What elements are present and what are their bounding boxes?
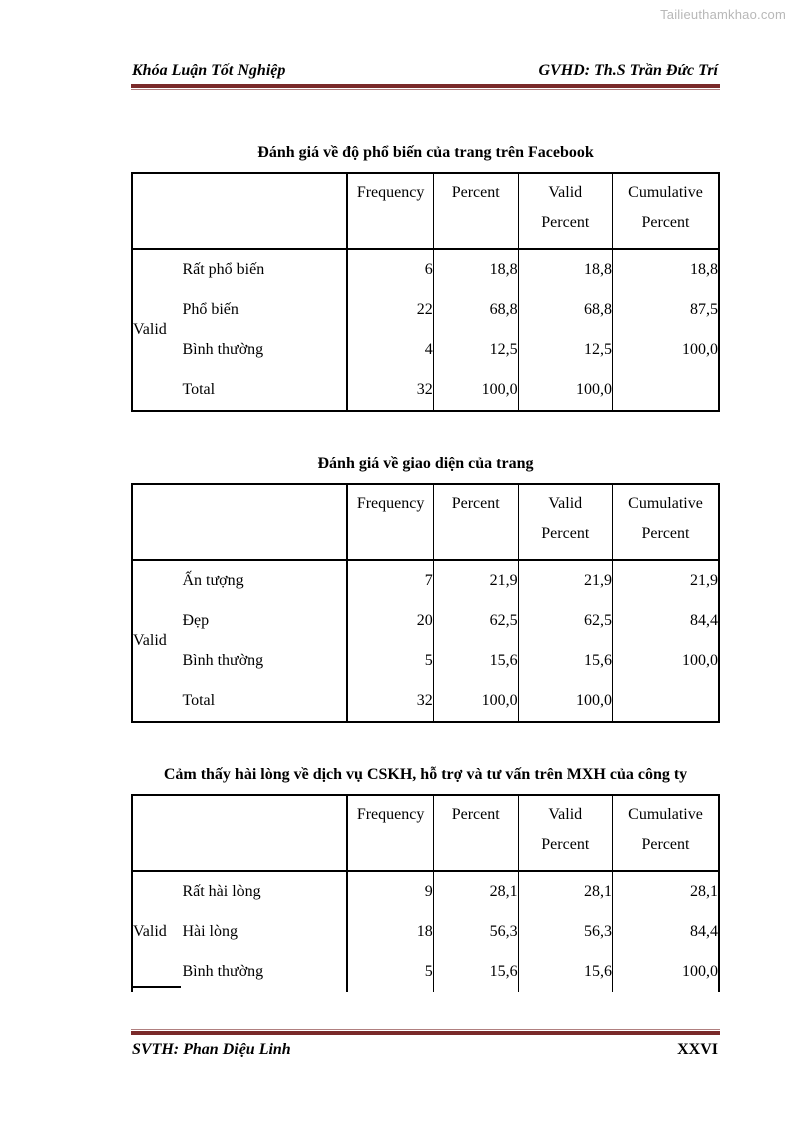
col-frequency: Frequency xyxy=(347,173,433,249)
header-left: Khóa Luận Tốt Nghiệp xyxy=(132,62,286,79)
col-valid-percent: Valid Percent xyxy=(518,173,612,249)
cell-percent: 100,0 xyxy=(433,370,518,411)
row-label: Bình thường xyxy=(182,641,347,681)
cell-valid-percent: 56,3 xyxy=(518,912,612,952)
row-label: Ấn tượng xyxy=(182,560,347,601)
cell-valid-percent: 21,9 xyxy=(518,560,612,601)
header-empty-label xyxy=(182,484,347,560)
row-label: Rất hài lòng xyxy=(182,871,347,912)
cell-cumulative: 100,0 xyxy=(682,652,718,669)
header-empty xyxy=(132,173,182,249)
cell-cumulative xyxy=(613,370,720,411)
col-valid-percent: Valid Percent xyxy=(518,484,612,560)
row-label: Total xyxy=(182,370,347,411)
table-2-title: Đánh giá về giao diện của trang xyxy=(317,455,534,472)
cell-frequency: 20 xyxy=(347,601,433,641)
cell-valid-percent: 62,5 xyxy=(518,601,612,641)
group-label: Valid xyxy=(133,923,167,940)
header-empty-label xyxy=(182,173,347,249)
cell-cumulative: 84,4 xyxy=(690,923,718,940)
watermark: Tailieuthamkhao.com xyxy=(660,7,786,22)
cell-valid-percent: 15,6 xyxy=(518,952,612,992)
cell-cumulative: 18,8 xyxy=(690,261,718,278)
cell-cumulative: 100,0 xyxy=(682,963,718,980)
cell-valid-percent: 100,0 xyxy=(518,681,612,722)
table-3 xyxy=(131,794,720,992)
cell-percent: 68,8 xyxy=(433,290,518,330)
group-label: Valid xyxy=(133,321,167,338)
cell-frequency: 5 xyxy=(347,641,433,681)
cell-percent: 12,5 xyxy=(433,330,518,370)
table-row xyxy=(132,370,719,411)
table-row xyxy=(132,952,719,992)
table-row xyxy=(132,290,719,330)
col-frequency: Frequency xyxy=(347,484,433,560)
cell-frequency: 5 xyxy=(347,952,433,992)
row-label: Bình thường xyxy=(182,952,347,992)
row-label: Bình thường xyxy=(182,330,347,370)
cell-percent: 28,1 xyxy=(433,871,518,912)
table-2 xyxy=(131,483,720,723)
row-label: Hài lòng xyxy=(182,912,347,952)
cell-frequency: 6 xyxy=(347,249,433,290)
cell-frequency: 22 xyxy=(347,290,433,330)
footer-rule-thin xyxy=(131,1029,720,1030)
cell-cumulative: 28,1 xyxy=(690,883,718,900)
col-cumulative-percent: Cumulative Percent xyxy=(613,484,720,560)
table-1 xyxy=(131,172,720,412)
table-row xyxy=(132,681,719,722)
header-rule xyxy=(131,84,720,88)
cell-percent: 18,8 xyxy=(433,249,518,290)
cell-cumulative xyxy=(613,681,720,722)
table-row xyxy=(132,871,719,912)
row-label: Đẹp xyxy=(182,601,347,641)
cell-frequency: 7 xyxy=(347,560,433,601)
footer-rule xyxy=(131,1031,720,1035)
cell-valid-percent: 12,5 xyxy=(518,330,612,370)
cell-frequency: 32 xyxy=(347,370,433,411)
cell-percent: 100,0 xyxy=(433,681,518,722)
cell-percent: 15,6 xyxy=(433,641,518,681)
col-cumulative-percent: Cumulative Percent xyxy=(613,173,720,249)
cell-frequency: 9 xyxy=(347,871,433,912)
table-row xyxy=(132,560,719,601)
col-percent: Percent xyxy=(433,173,518,249)
table-row xyxy=(132,641,719,681)
header-empty xyxy=(132,795,182,871)
col-frequency: Frequency xyxy=(347,795,433,871)
header-rule-thin xyxy=(131,89,720,90)
group-label: Valid xyxy=(133,632,167,649)
cell-valid-percent: 28,1 xyxy=(518,871,612,912)
cell-cumulative: 87,5 xyxy=(690,301,718,318)
col-percent: Percent xyxy=(433,795,518,871)
table-row xyxy=(132,249,719,290)
cell-cumulative: 100,0 xyxy=(682,341,718,358)
table-3-title: Cảm thấy hài lòng về dịch vụ CSKH, hỗ trợ và tư vấn trên MXH của công ty xyxy=(163,766,688,783)
row-label: Rất phổ biến xyxy=(182,249,347,290)
col-valid-percent: Valid Percent xyxy=(518,795,612,871)
page-number: XXVI xyxy=(677,1041,718,1058)
cell-valid-percent: 68,8 xyxy=(518,290,612,330)
cell-frequency: 32 xyxy=(347,681,433,722)
col-cumulative-percent: Cumulative Percent xyxy=(613,795,720,871)
table-header-row xyxy=(132,484,719,560)
cell-percent: 62,5 xyxy=(433,601,518,641)
footer-left: SVTH: Phan Diệu Linh xyxy=(132,1041,291,1058)
table-row xyxy=(132,601,719,641)
table-3-bottom-edge xyxy=(131,986,181,988)
header-empty-label xyxy=(182,795,347,871)
cell-cumulative: 84,4 xyxy=(690,612,718,629)
cell-percent: 15,6 xyxy=(433,952,518,992)
cell-frequency: 18 xyxy=(347,912,433,952)
row-label: Phổ biến xyxy=(182,290,347,330)
cell-cumulative: 21,9 xyxy=(690,572,718,589)
cell-frequency: 4 xyxy=(347,330,433,370)
table-header-row xyxy=(132,795,719,871)
cell-percent: 56,3 xyxy=(433,912,518,952)
table-row xyxy=(132,912,719,952)
table-row xyxy=(132,330,719,370)
cell-valid-percent: 15,6 xyxy=(518,641,612,681)
table-header-row xyxy=(132,173,719,249)
col-percent: Percent xyxy=(433,484,518,560)
row-label: Total xyxy=(182,681,347,722)
cell-valid-percent: 18,8 xyxy=(518,249,612,290)
header-right: GVHD: Th.S Trần Đức Trí xyxy=(538,62,718,79)
header-empty xyxy=(132,484,182,560)
cell-valid-percent: 100,0 xyxy=(518,370,612,411)
table-1-title: Đánh giá về độ phổ biến của trang trên Facebook xyxy=(257,144,594,161)
cell-percent: 21,9 xyxy=(433,560,518,601)
